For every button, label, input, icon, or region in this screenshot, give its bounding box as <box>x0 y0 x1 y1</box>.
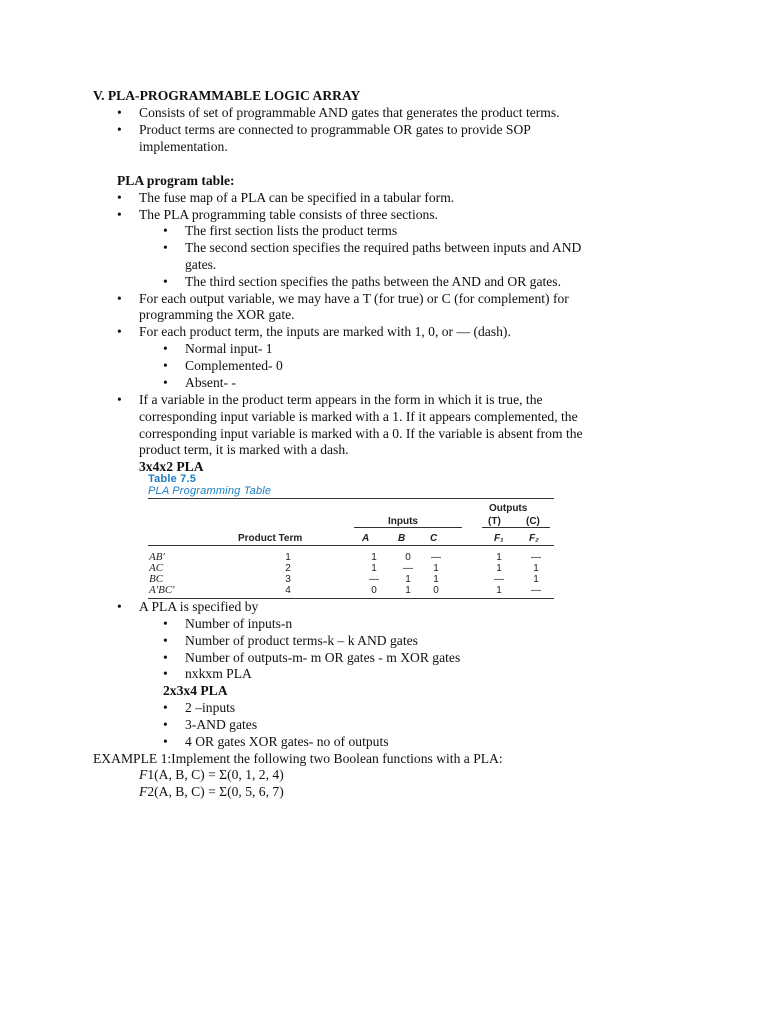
program-bullet-4: For each product term, the inputs are marked with 1, 0, or — (dash). <box>139 324 511 339</box>
row-2-a: 1 <box>371 563 377 574</box>
pla-2x3x4-label: 2x3x4 PLA <box>163 683 228 698</box>
bullet-dot: • <box>163 341 168 356</box>
pla-programming-table <box>148 497 558 601</box>
row-2-term: AC <box>149 562 164 574</box>
header-col-c: C <box>430 533 438 544</box>
spec-notation: nxkxm PLA <box>185 666 252 681</box>
row-2-c: 1 <box>433 563 439 574</box>
header-complement: (C) <box>526 516 540 527</box>
table-number: Table 7.5 <box>148 473 197 485</box>
table-top-rule <box>148 498 554 499</box>
bullet-dot: • <box>163 274 168 289</box>
row-4-b: 1 <box>405 585 411 596</box>
row-3-f1: — <box>494 574 504 585</box>
program-bullet-5-line-3: corresponding input variable is marked with a 0. If the variable is absent from the <box>139 426 583 441</box>
bullet-dot: • <box>117 105 122 120</box>
function-f1-expression: 1(A, B, C) = Σ(0, 1, 2, 4) <box>147 767 284 782</box>
row-3-c: 1 <box>433 574 439 585</box>
header-bottom-rule <box>148 545 554 546</box>
row-4-number: 4 <box>285 585 291 596</box>
row-2-b: — <box>403 563 413 574</box>
program-bullet-3: For each output variable, we may have a T (for true) or C (for complement) for <box>139 291 569 306</box>
program-bullet-3-cont: programming the XOR gate. <box>139 307 295 322</box>
header-outputs: Outputs <box>489 503 528 514</box>
subheading-program-table: PLA program table: <box>117 173 235 188</box>
row-3-term: BC <box>149 573 164 585</box>
row-4-term: A′BC′ <box>149 584 175 596</box>
program-sub-2: The second section specifies the required paths between inputs and AND <box>185 240 582 255</box>
program-sub-1: The first section lists the product terms <box>185 223 398 238</box>
row-3-a: — <box>369 574 379 585</box>
bullet-dot: • <box>117 599 122 614</box>
marking-complemented: Complemented- 0 <box>185 358 283 373</box>
intro-bullet-2: Product terms are connected to programmable OR gates to provide SOP <box>139 122 531 137</box>
program-bullet-5-line-2: corresponding input variable is marked with a 1. If it appears complemented, the <box>139 409 578 424</box>
row-2-f1: 1 <box>496 563 502 574</box>
bullet-dot: • <box>117 207 122 222</box>
pla-3x4x2-label: 3x4x2 PLA <box>139 459 204 474</box>
marking-absent: Absent- - <box>185 375 236 390</box>
spec-bullet-1: A PLA is specified by <box>139 599 259 614</box>
row-1-a: 1 <box>371 552 377 563</box>
program-bullet-1: The fuse map of a PLA can be specified in a tabular form. <box>139 190 455 205</box>
inputs-underline <box>354 527 462 528</box>
spec-outputs: Number of outputs-m- m OR gates - m XOR gates <box>185 650 461 665</box>
program-sub-3: The third section specifies the paths between the AND and OR gates. <box>185 274 561 289</box>
row-3-b: 1 <box>405 574 411 585</box>
bullet-dot: • <box>163 375 168 390</box>
spec-inputs: Number of inputs-n <box>185 616 293 631</box>
bullet-dot: • <box>163 223 168 238</box>
function-f2-expression: 2(A, B, C) = Σ(0, 5, 6, 7) <box>147 784 284 799</box>
intro-bullet-2-cont: implementation. <box>139 139 228 154</box>
spec-product-terms: Number of product terms-k – k AND gates <box>185 633 418 648</box>
marking-normal: Normal input- 1 <box>185 341 273 356</box>
header-product-term: Product Term <box>238 533 303 544</box>
bullet-dot: • <box>163 700 168 715</box>
function-f2-name: F <box>139 784 148 799</box>
bullet-dot: • <box>163 616 168 631</box>
bullet-dot: • <box>163 650 168 665</box>
bullet-dot: • <box>117 291 122 306</box>
row-3-f2: 1 <box>533 574 539 585</box>
function-f1 <box>139 767 284 784</box>
intro-bullet-1: Consists of set of programmable AND gates that generates the product terms. <box>139 105 560 120</box>
row-4-f1: 1 <box>496 585 502 596</box>
row-3-number: 3 <box>285 574 291 585</box>
table-caption <box>148 473 568 497</box>
row-4-c: 0 <box>433 585 439 596</box>
header-col-a: A <box>362 533 370 544</box>
bullet-dot: • <box>163 734 168 749</box>
example-heading: EXAMPLE 1:Implement the following two Boolean functions with a PLA: <box>93 751 503 766</box>
program-bullet-5-line-1: If a variable in the product term appears in the form in which it is true, the <box>139 392 543 407</box>
function-f1-name: F <box>139 767 148 782</box>
header-col-b: B <box>398 533 406 544</box>
row-1-c: — <box>431 552 441 563</box>
header-col-f2: F₂ <box>529 533 539 544</box>
row-4-a: 0 <box>371 585 377 596</box>
row-1-f2: — <box>531 552 541 563</box>
row-2-f2: 1 <box>533 563 539 574</box>
bullet-dot: • <box>163 717 168 732</box>
program-sub-2-cont: gates. <box>185 257 217 272</box>
section-heading: V. PLA-PROGRAMMABLE LOGIC ARRAY <box>93 88 361 103</box>
bullet-dot: • <box>163 240 168 255</box>
row-1-term: AB′ <box>149 551 165 563</box>
bullet-dot: • <box>117 190 122 205</box>
row-1-number: 1 <box>285 552 291 563</box>
pla2-and-gates: 3-AND gates <box>185 717 258 732</box>
header-inputs: Inputs <box>388 516 418 527</box>
row-1-f1: 1 <box>496 552 502 563</box>
program-bullet-5-line-4: product term, it is marked with a dash. <box>139 442 349 457</box>
table-title: PLA Programming Table <box>148 485 272 497</box>
function-f2 <box>139 784 284 801</box>
bullet-dot: • <box>117 122 122 137</box>
row-4-f2: — <box>531 585 541 596</box>
bullet-dot: • <box>163 666 168 681</box>
header-true: (T) <box>488 516 501 527</box>
outputs-underline <box>482 527 550 528</box>
pla2-inputs: 2 –inputs <box>185 700 236 715</box>
bullet-dot: • <box>163 358 168 373</box>
row-1-b: 0 <box>405 552 411 563</box>
bullet-dot: • <box>117 392 122 407</box>
pla2-or-gates: 4 OR gates XOR gates- no of outputs <box>185 734 389 749</box>
program-bullet-2: The PLA programming table consists of three sections. <box>139 207 439 222</box>
header-col-f1: F₁ <box>494 533 504 544</box>
bullet-dot: • <box>117 324 122 339</box>
bullet-dot: • <box>163 633 168 648</box>
row-2-number: 2 <box>285 563 291 574</box>
